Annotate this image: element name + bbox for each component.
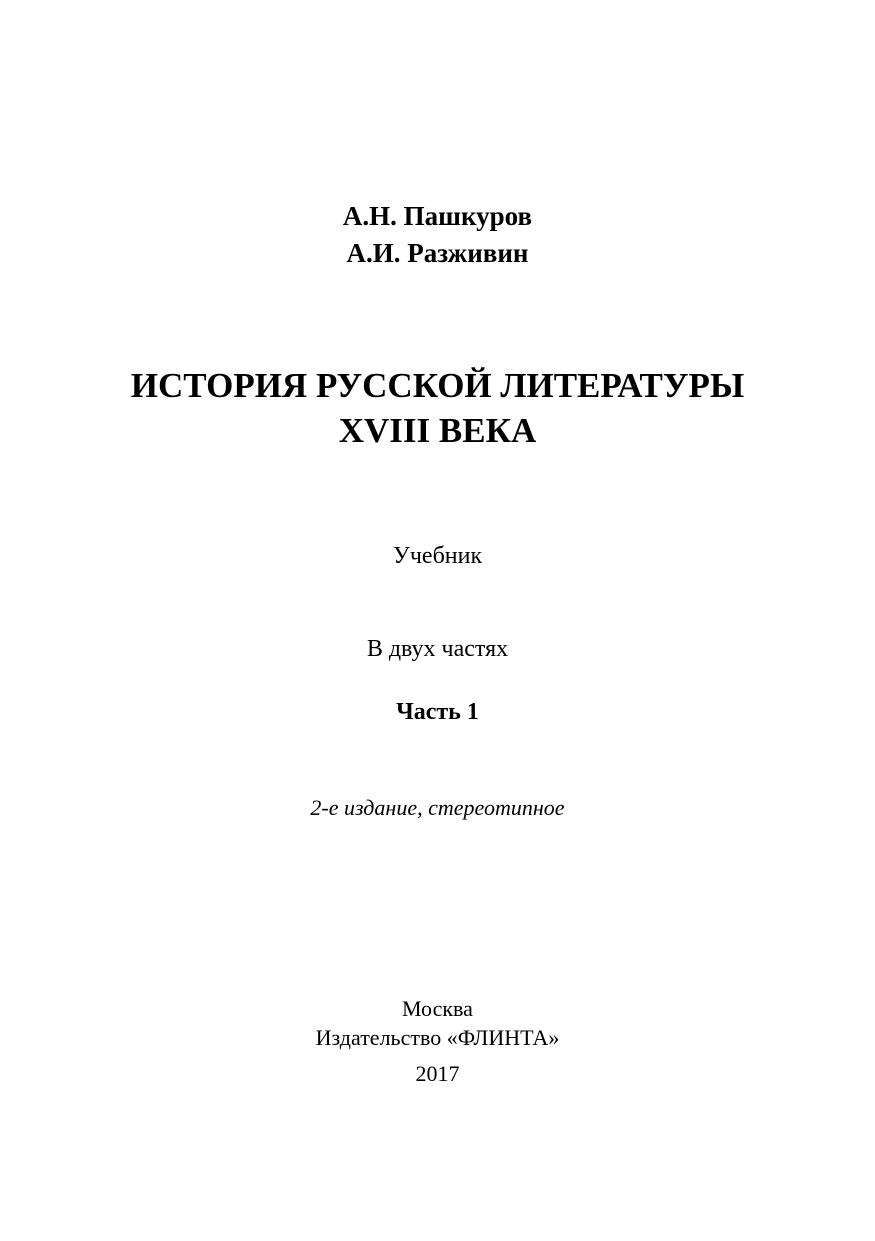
parts-note: В двух частях [366,636,509,662]
author-2: А.И. Разживин [346,238,529,268]
book-type: Учебник [392,543,483,569]
part-number: Часть 1 [396,699,479,725]
imprint-year: 2017 [415,1061,460,1086]
imprint-publisher: Издательство «ФЛИНТА» [315,1025,560,1050]
author-1: А.Н. Пашкуров [342,201,533,231]
imprint-city: Москва [402,996,473,1021]
book-title-line-1: ИСТОРИЯ РУССКОЙ ЛИТЕРАТУРЫ [130,366,745,405]
edition-note: 2-е издание, стереотипное [310,795,565,820]
book-title-line-2: XVIII ВЕКА [338,411,537,450]
